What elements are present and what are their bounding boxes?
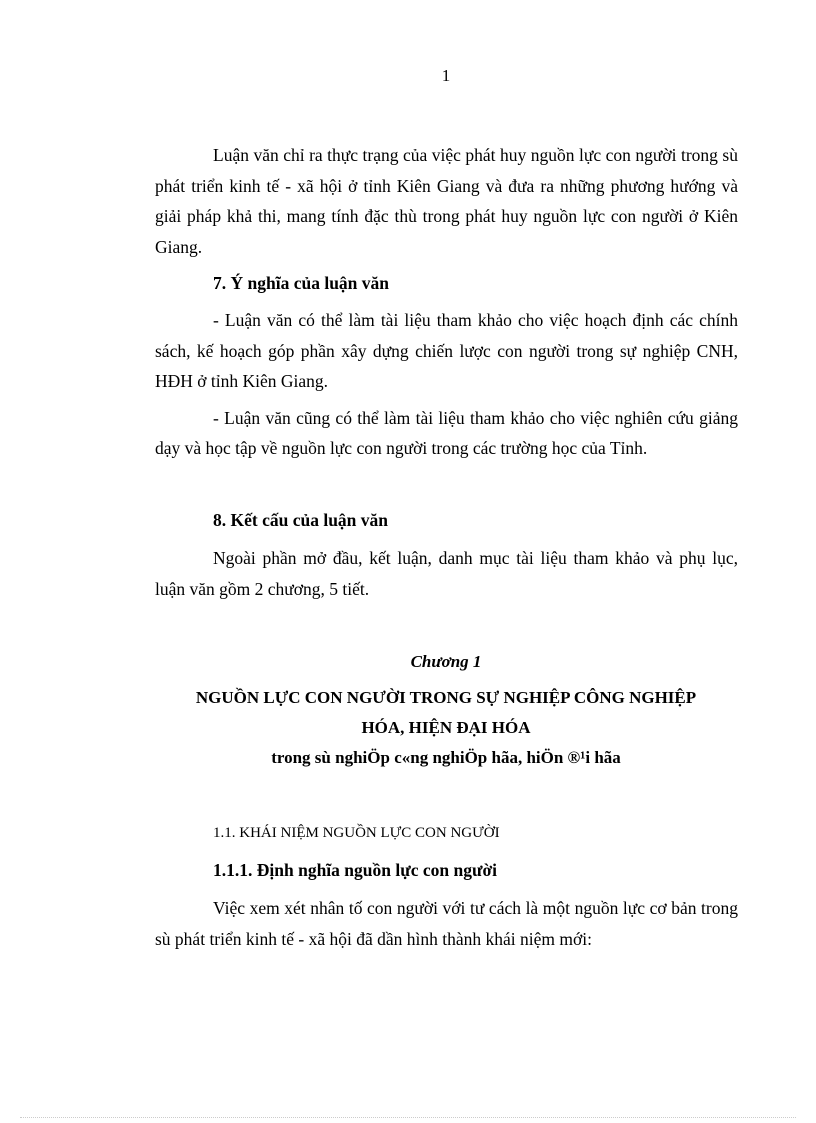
section-1-1-1-paragraph: Việc xem xét nhân tố con người với tư cách là một nguồn lực cơ bản trong sù phát triển kinh tế - xã hội đã dần hình thành khái niệm mới: bbox=[155, 898, 738, 949]
heading-section-7: 7. Ý nghĩa của luận văn bbox=[213, 273, 390, 293]
chapter-title-line-2: HÓA, HIỆN ĐẠI HÓA bbox=[361, 718, 531, 737]
chapter-title-line-1: NGUỒN LỰC CON NGƯỜI TRONG SỰ NGHIỆP CÔNG NGHIỆP bbox=[195, 688, 697, 707]
heading-section-8: 8. Kết cấu của luận văn bbox=[213, 510, 389, 530]
section-1-1-1-block bbox=[155, 893, 738, 960]
section-8-block bbox=[155, 543, 738, 610]
section-8-paragraph: Ngoài phần mở đầu, kết luận, danh mục tài liệu tham khảo và phụ lục, luận văn gồm 2 chương, 5 tiết. bbox=[155, 548, 738, 599]
section-7-paragraph-a: - Luận văn có thể làm tài liệu tham khảo cho việc hoạch định các chính sách, kế hoạch góp phần xây dựng chiến lược con người trong sự nghiệp CNH, HĐH ở tỉnh Kiên Giang. bbox=[155, 310, 738, 391]
chapter-subtitle: trong sù nghiÖp c«ng nghiÖp hãa, hiÖn ®¹i hãa bbox=[271, 748, 621, 767]
intro-paragraph: Luận văn chỉ ra thực trạng của việc phát huy nguồn lực con người trong sù phát triển kinh tế - xã hội ở tỉnh Kiên Giang và đưa ra những phương hướng và giải pháp khả thi, mang tính đặc thù trong phát huy nguồn lực con người ở Kiên Giang. bbox=[155, 145, 738, 257]
chapter-label: Chương 1 bbox=[410, 652, 482, 671]
page-bottom-divider bbox=[20, 1117, 796, 1118]
intro-paragraph-block bbox=[155, 140, 738, 268]
section-7-paragraph-b: - Luận văn cũng có thể làm tài liệu tham khảo cho việc nghiên cứu giảng dạy và học tập về nguồn lực con người trong các trường học của Tỉnh. bbox=[155, 407, 738, 458]
subsection-1-1-1-heading: 1.1.1. Định nghĩa nguồn lực con người bbox=[213, 860, 498, 880]
section-7-block bbox=[155, 305, 738, 470]
section-1-1-heading: 1.1. KHÁI NIỆM NGUỒN LỰC CON NGƯỜI bbox=[213, 825, 500, 841]
page-number: 1 bbox=[441, 66, 451, 85]
